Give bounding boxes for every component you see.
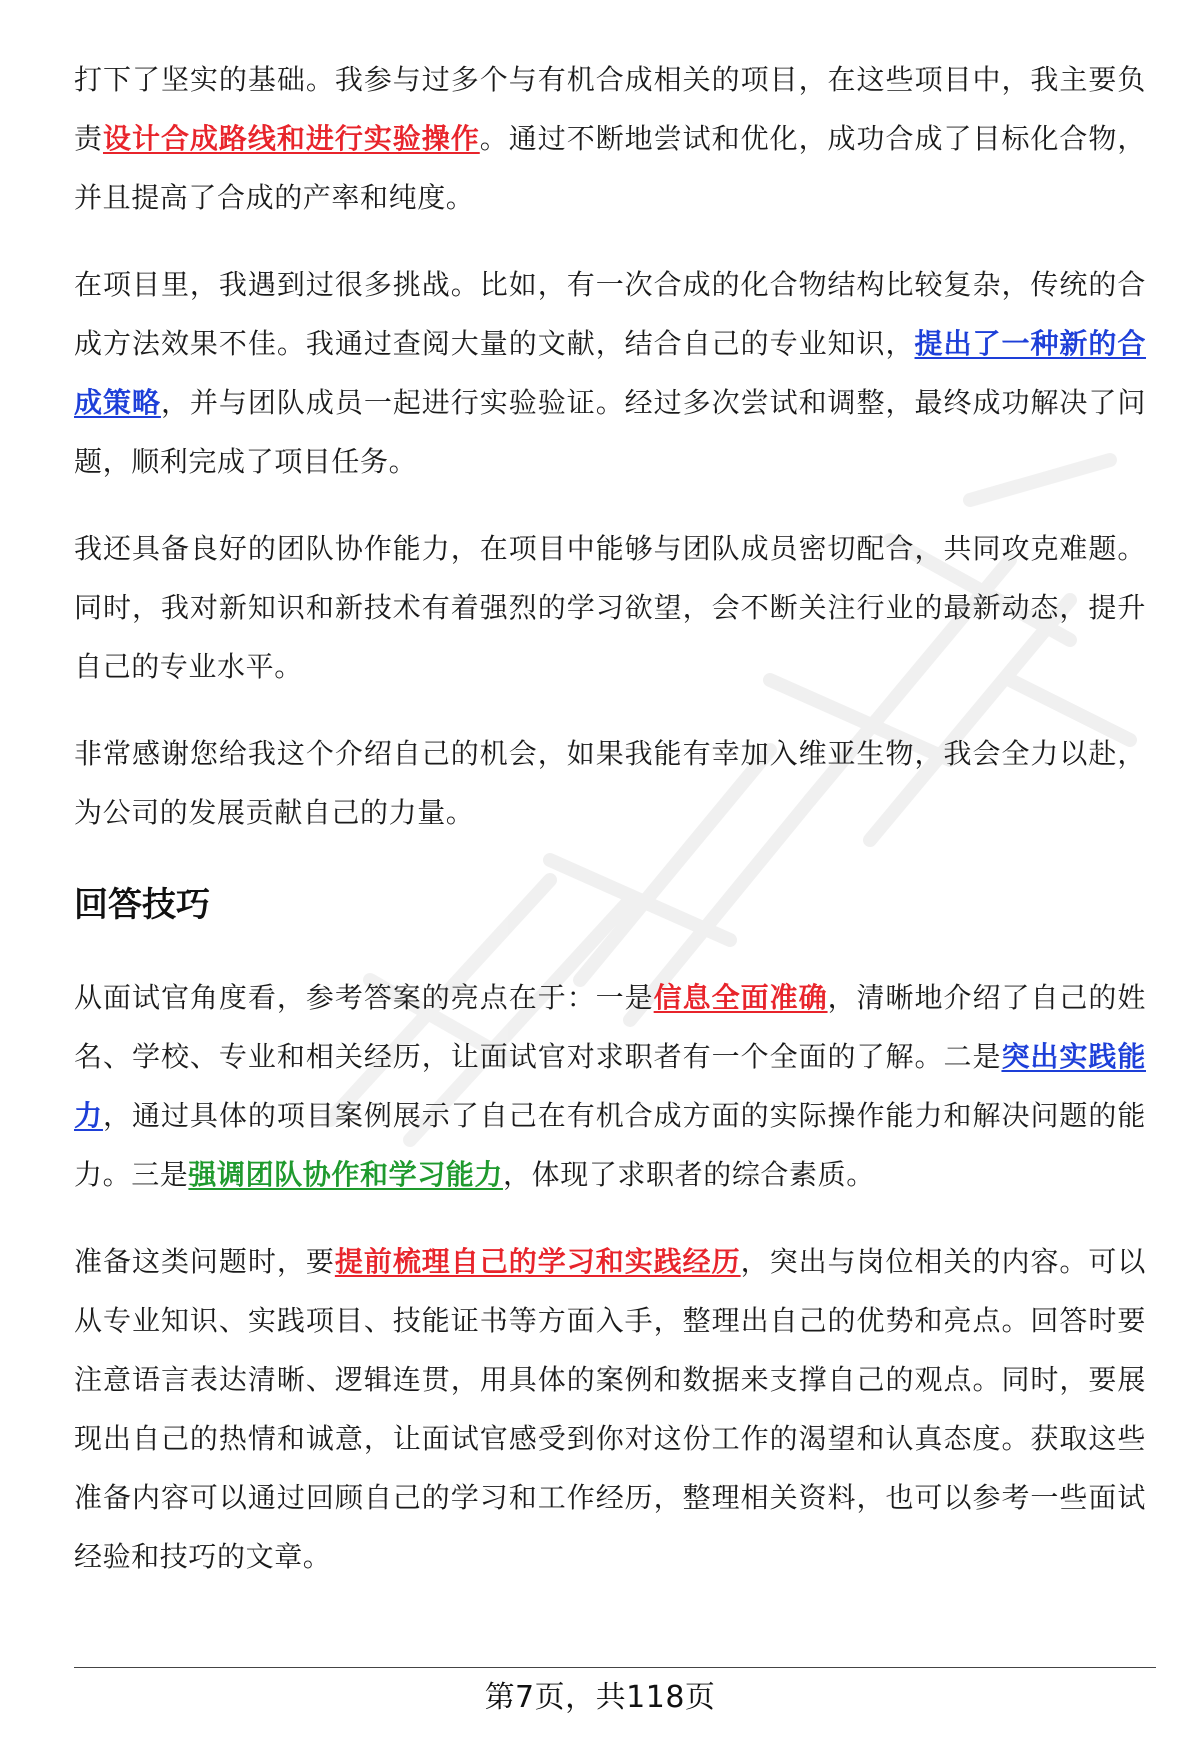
text-run: ，体现了求职者的综合素质。 bbox=[503, 1158, 875, 1191]
text-run: 打下了坚实的基础。我参与过多个与有机合成相关的项目，在这些项目中，我主要负责 bbox=[74, 63, 1146, 155]
text-run: 。通过不断地尝试和优化，成功合成了目标化合物，并且提高了合成的产率和纯度。 bbox=[74, 122, 1146, 214]
highlighted-phrase: 强调团队协作和学习能力 bbox=[188, 1158, 504, 1191]
paragraph-4 bbox=[74, 724, 1146, 842]
highlighted-phrase: 提前梳理自己的学习和实践经历 bbox=[334, 1245, 741, 1278]
tips-paragraphs bbox=[74, 968, 1146, 1586]
page-number: 第7页，共118页 bbox=[484, 1680, 716, 1715]
highlighted-phrase: 信息全面准确 bbox=[653, 981, 828, 1014]
paragraph-2 bbox=[74, 255, 1146, 491]
highlighted-phrase: 提出了一种新的合成策略 bbox=[74, 327, 1146, 419]
tip-paragraph-1 bbox=[74, 968, 1146, 1204]
highlighted-phrase: 设计合成路线和进行实验操作 bbox=[102, 122, 480, 155]
footer-divider bbox=[74, 1667, 1156, 1668]
answer-paragraphs bbox=[74, 50, 1146, 842]
text-run: ，并与团队成员一起进行实验验证。经过多次尝试和调整，最终成功解决了问题，顺利完成了项目任务。 bbox=[74, 386, 1146, 478]
paragraph-3 bbox=[74, 519, 1146, 696]
text-run: 从面试官角度看，参考答案的亮点在于：一是 bbox=[74, 981, 654, 1014]
paragraph-1 bbox=[74, 50, 1146, 227]
document-page bbox=[74, 50, 1146, 1586]
text-run: ，突出与岗位相关的内容。可以从专业知识、实践项目、技能证书等方面入手，整理出自己的优势和亮点。回答时要注意语言表达清晰、逻辑连贯，用具体的案例和数据来支撑自己的观点。同时，要展现出自己的热情和诚意，让面试官感受到你对这份工作的渴望和认真态度。获取这些准备内容可以通过回顾自己的学习和工作经历，整理相关资料，也可以参考一些面试经验和技巧的文章。 bbox=[74, 1245, 1147, 1573]
tip-paragraph-2 bbox=[74, 1232, 1146, 1586]
text-run: ，清晰地介绍了自己的姓名、学校、专业和相关经历，让面试官对求职者有一个全面的了解。二是 bbox=[74, 981, 1146, 1073]
text-run: ，通过具体的项目案例展示了自己在有机合成方面的实际操作能力和解决问题的能力。三是 bbox=[74, 1099, 1146, 1191]
text-run: 在项目里，我遇到过很多挑战。比如，有一次合成的化合物结构比较复杂，传统的合成方法效果不佳。我通过查阅大量的文献，结合自己的专业知识， bbox=[74, 268, 1146, 360]
text-run: 我还具备良好的团队协作能力，在项目中能够与团队成员密切配合，共同攻克难题。同时，我对新知识和新技术有着强烈的学习欲望，会不断关注行业的最新动态，提升自己的专业水平。 bbox=[74, 532, 1146, 683]
text-run: 准备这类问题时，要 bbox=[74, 1245, 335, 1278]
section-title: 回答技巧 bbox=[74, 885, 210, 925]
text-run: 非常感谢您给我这个介绍自己的机会，如果我能有幸加入维亚生物，我会全力以赴，为公司的发展贡献自己的力量。 bbox=[74, 737, 1146, 829]
highlighted-phrase: 突出实践能力 bbox=[74, 1040, 1146, 1132]
